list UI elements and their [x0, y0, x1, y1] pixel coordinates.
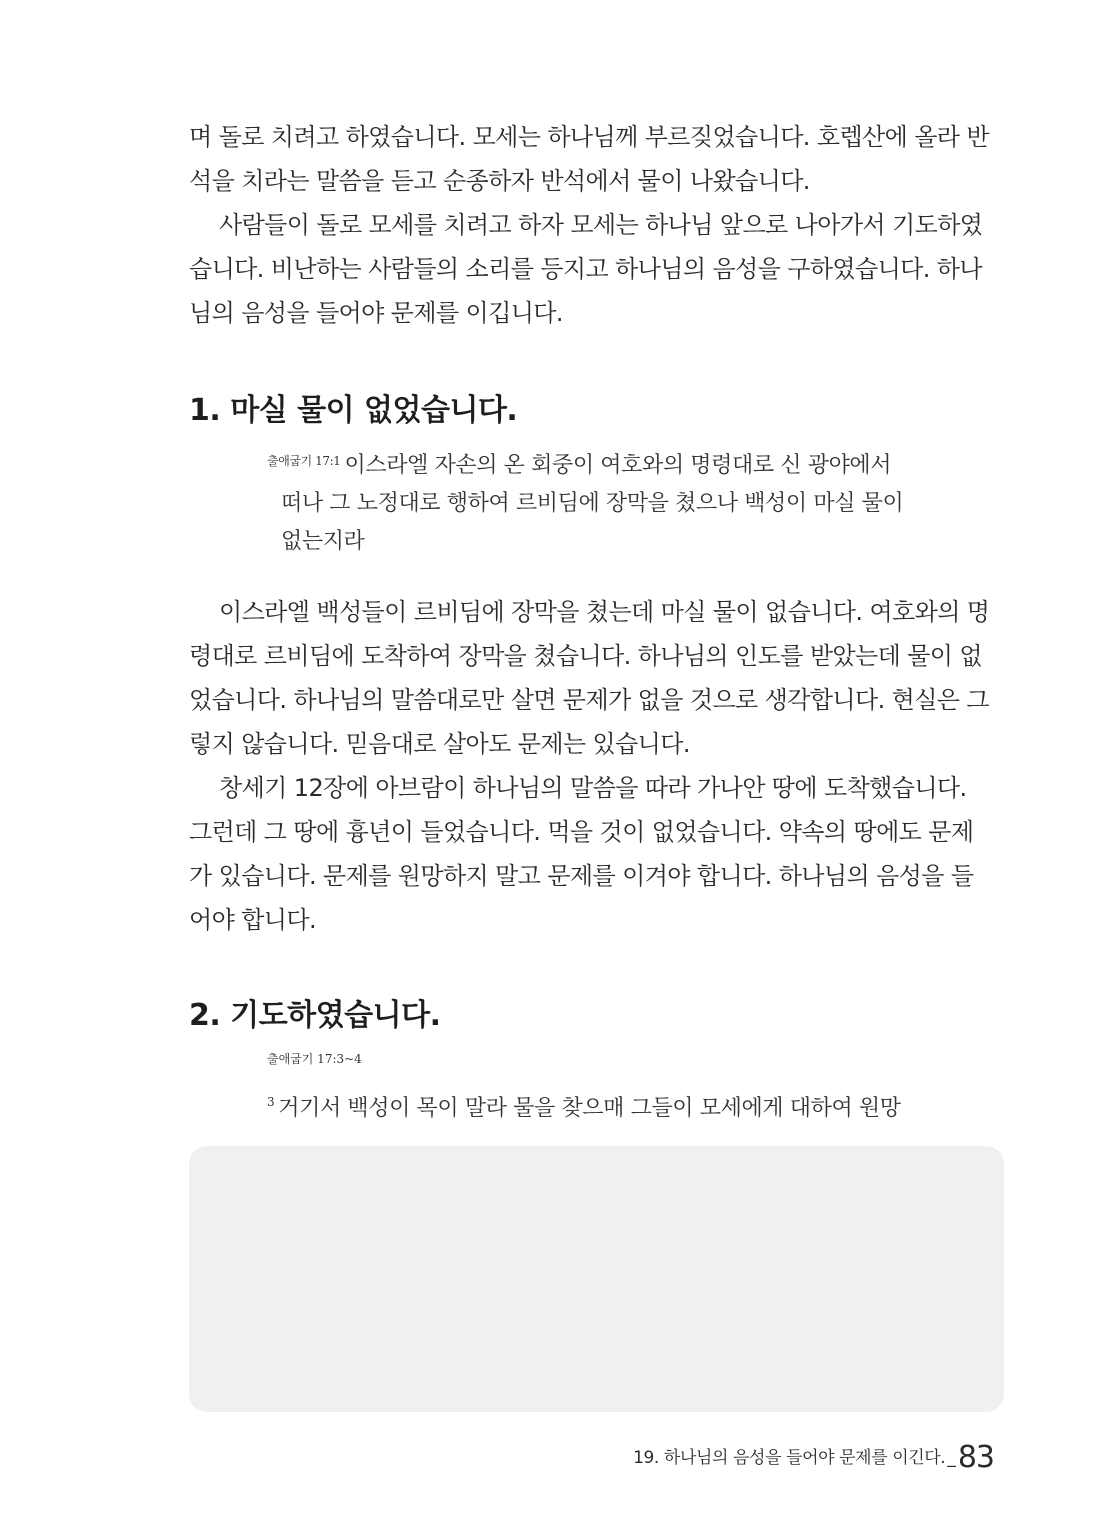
section-1-heading: 1. 마실 물이 없었습니다.: [189, 393, 518, 428]
scripture-text: 거기서 백성이 목이 말라 물을 찾으매 그들이 모세에게 대하여 원망: [278, 1096, 901, 1121]
section-2-scripture: [267, 1083, 947, 1128]
scripture-line: 없는지라: [281, 529, 365, 554]
text-line: 님의 음성을 들어야 문제를 이깁니다.: [189, 299, 563, 327]
scripture-line: 떠나 그 노정대로 행하여 르비딤에 장막을 쳤으나 백성이 마실 물이: [281, 491, 904, 516]
verse-number: 3: [267, 1095, 275, 1109]
text-line: 사람들이 돌로 모세를 치려고 하자 모세는 하나님 앞으로 나아가서 기도하였: [219, 211, 983, 239]
section-1-body: [189, 590, 1004, 942]
text-line: 어야 합니다.: [189, 906, 316, 934]
text-line: 가 있습니다. 문제를 원망하지 말고 문제를 이겨야 합니다. 하나님의 음성을 들: [189, 862, 974, 890]
text-line: 그런데 그 땅에 흉년이 들었습니다. 먹을 것이 없었습니다. 약속의 땅에도 문제: [189, 818, 974, 846]
section-2-heading: 2. 기도하였습니다.: [189, 998, 441, 1033]
section-1-scripture: [267, 442, 947, 561]
footer-separator: _: [947, 1448, 956, 1468]
scripture-text: 이스라엘 자손의 온 회중이 여호와의 명령대로 신 광야에서: [344, 453, 892, 478]
scripture-line: [267, 442, 947, 485]
scripture-reference: 출애굽기 17:1: [267, 454, 341, 468]
intro-paragraph: [189, 115, 1004, 335]
scripture-line: [267, 1083, 947, 1128]
text-line: 이스라엘 백성들이 르비딤에 장막을 쳤는데 마실 물이 없습니다. 여호와의 명: [219, 598, 990, 626]
running-title: 19. 하나님의 음성을 들어야 문제를 이긴다.: [633, 1448, 946, 1468]
grey-panel: [189, 1146, 1004, 1412]
section-2-scripture-reference: 출애굽기 17:3~4: [267, 1052, 362, 1066]
text-line: 렇지 않습니다. 믿음대로 살아도 문제는 있습니다.: [189, 730, 690, 758]
page-footer: [633, 1440, 994, 1475]
page-number: 83: [957, 1440, 994, 1475]
text-line: 습니다. 비난하는 사람들의 소리를 등지고 하나님의 음성을 구하였습니다. 하나: [189, 255, 982, 283]
text-line: 창세기 12장에 아브람이 하나님의 말씀을 따라 가나안 땅에 도착했습니다.: [219, 774, 967, 802]
text-line: 령대로 르비딤에 도착하여 장막을 쳤습니다. 하나님의 인도를 받았는데 물이 없: [189, 642, 982, 670]
text-line: 며 돌로 치려고 하였습니다. 모세는 하나님께 부르짖었습니다. 호렙산에 올라 반: [189, 123, 990, 151]
text-line: 석을 치라는 말씀을 듣고 순종하자 반석에서 물이 나왔습니다.: [189, 167, 810, 195]
text-line: 었습니다. 하나님의 말씀대로만 살면 문제가 없을 것으로 생각합니다. 현실은 그: [189, 686, 990, 714]
